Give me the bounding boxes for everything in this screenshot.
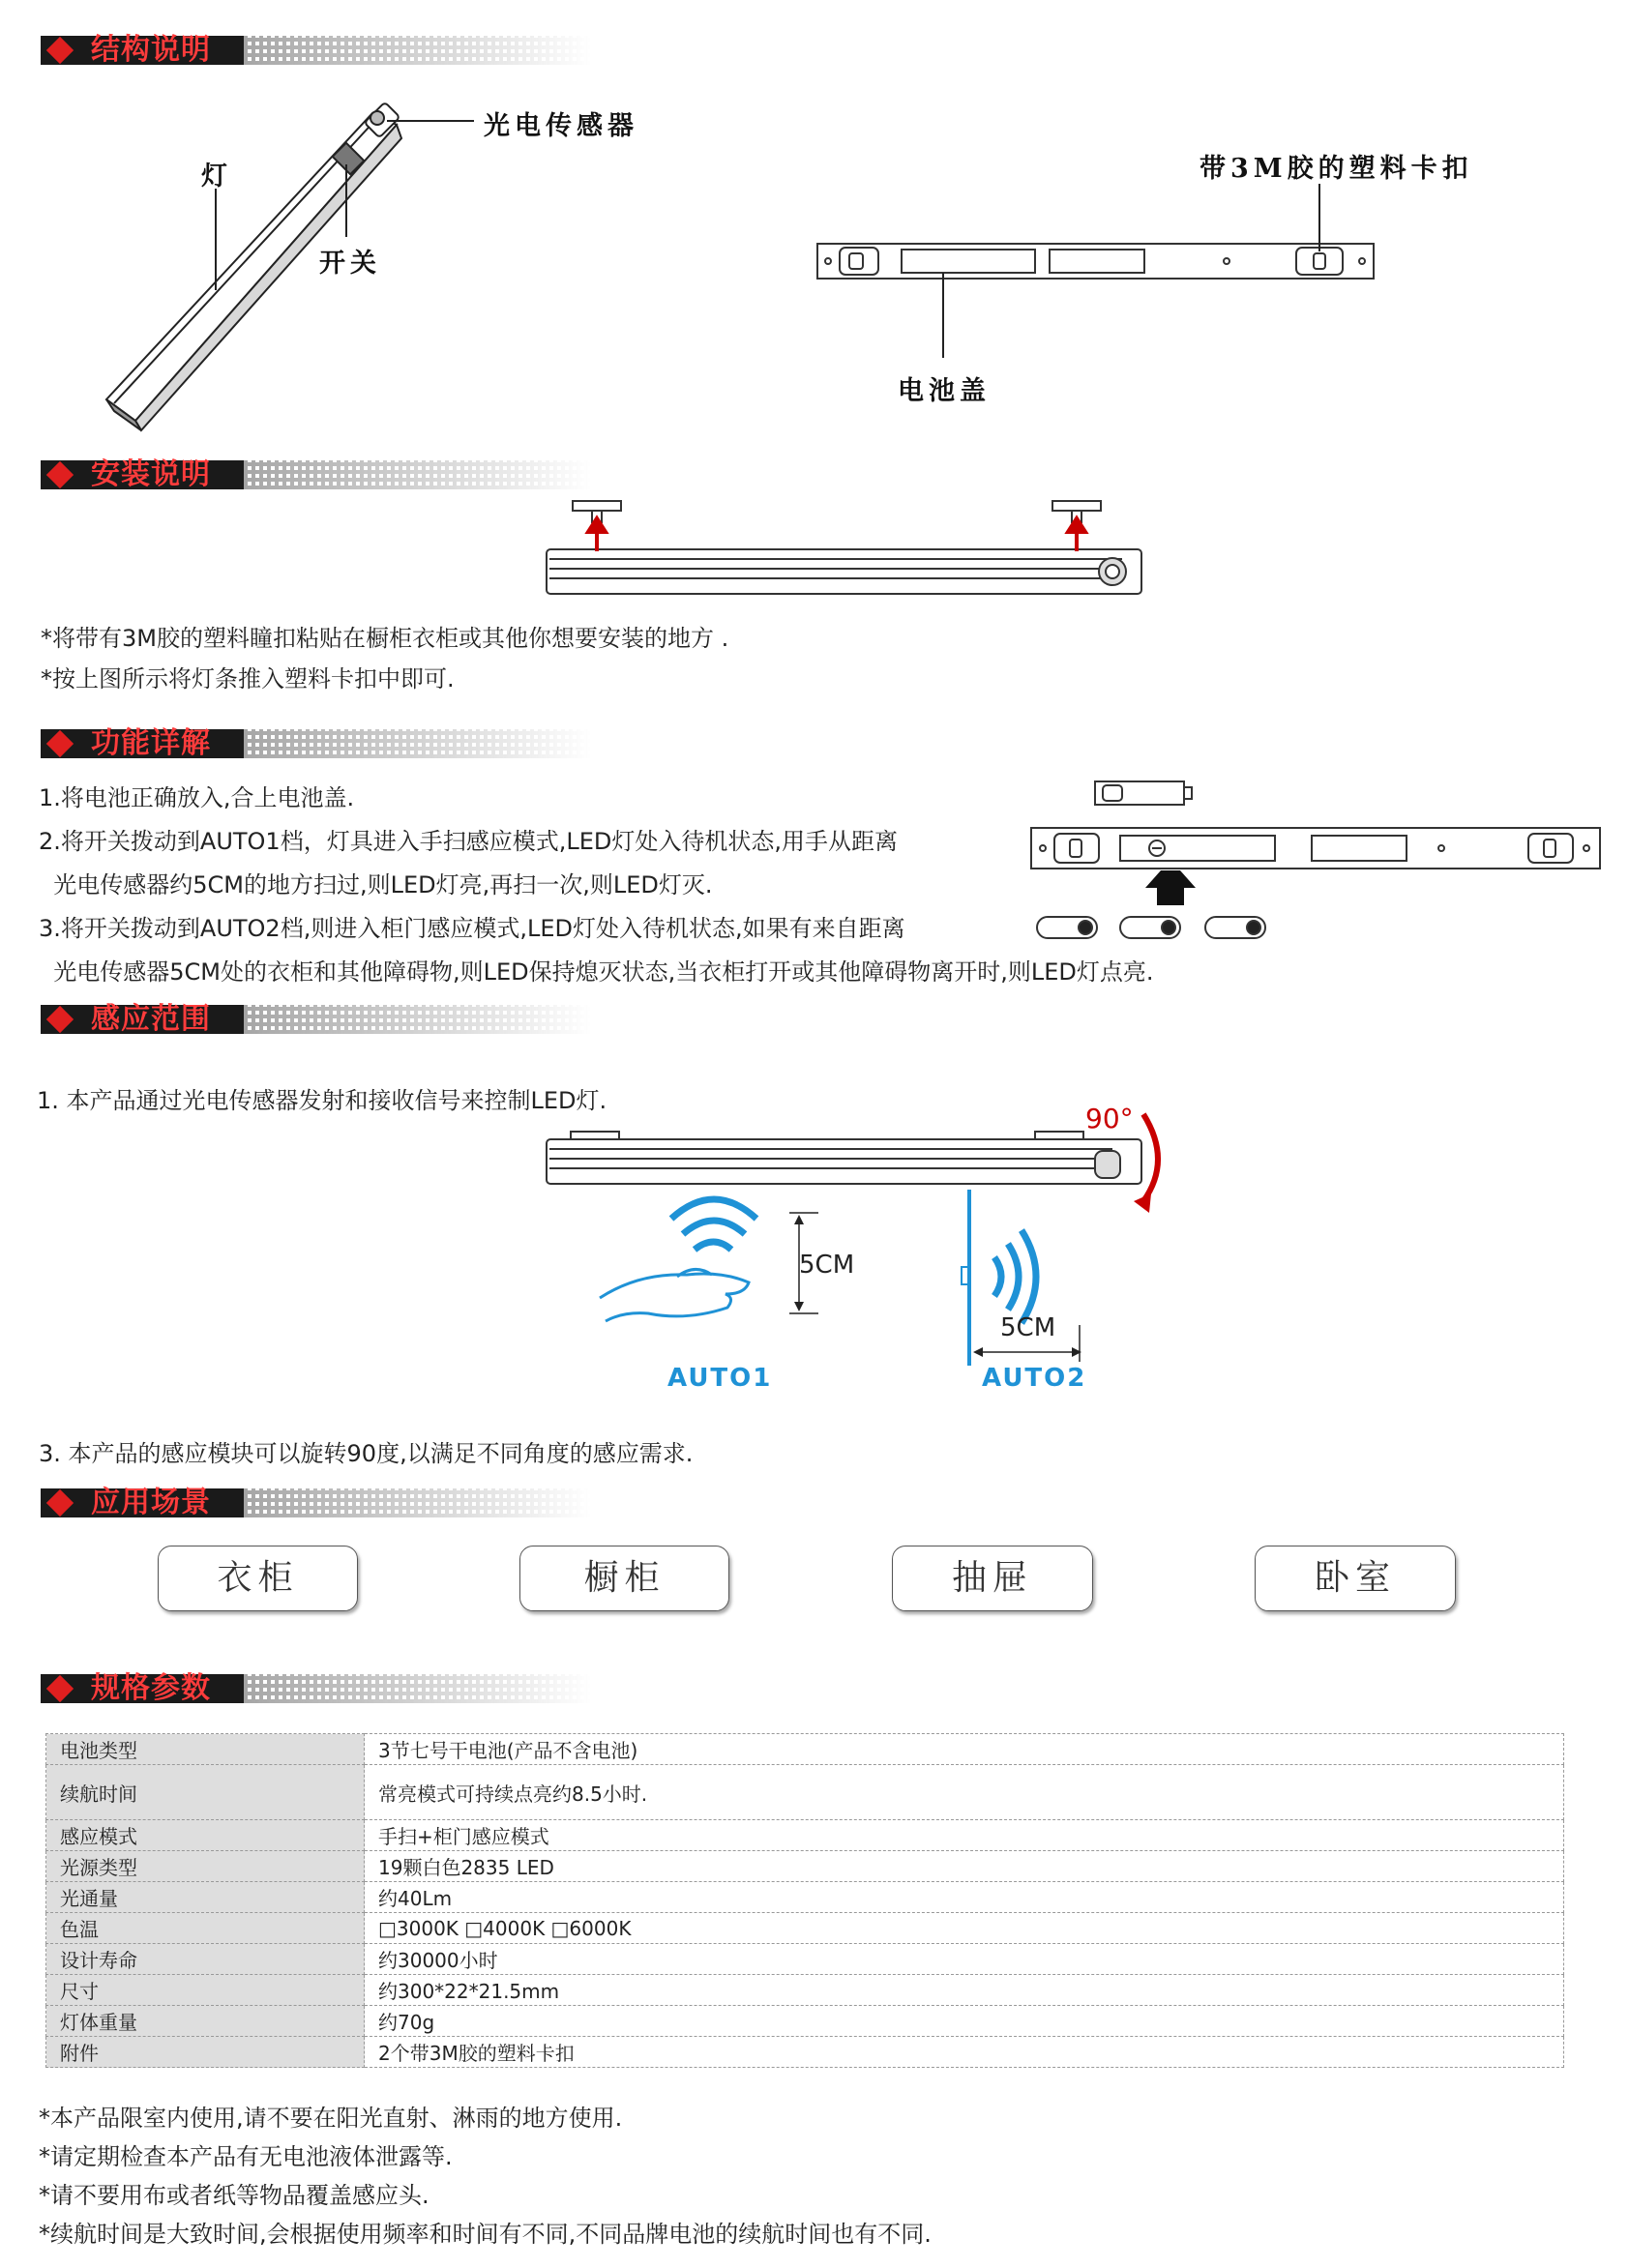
spec-key: 设计寿命 [46, 1944, 365, 1975]
spec-value: 约70g [365, 2006, 1564, 2037]
table-row [46, 1820, 1564, 1851]
spec-key: 光通量 [46, 1882, 365, 1913]
section-title: 功能详解 [91, 726, 211, 760]
table-row [46, 1882, 1564, 1913]
table-row [46, 1944, 1564, 1975]
spec-key: 感应模式 [46, 1820, 365, 1851]
install-diagram [542, 493, 1161, 600]
table-row [46, 2037, 1564, 2068]
spec-value: 常亮模式可持续点亮约8.5小时. [365, 1765, 1564, 1820]
section-header-install [41, 457, 592, 493]
table-row [46, 1913, 1564, 1944]
table-row [46, 1851, 1564, 1882]
spec-value: 约30000小时 [365, 1944, 1564, 1975]
spec-table [45, 1733, 1564, 2068]
spec-key: 续航时间 [46, 1765, 365, 1820]
function-text-2: 2.将开关拨动到AUTO1档，灯具进入手扫感应模式,LED灯处入待机状态,用手从距离 [39, 828, 898, 855]
function-text-3: 光电传感器约5CM的地方扫过,则LED灯亮,再扫一次,则LED灯灭. [39, 871, 713, 898]
spec-key: 灯体重量 [46, 2006, 365, 2037]
spec-value: 约300*22*21.5mm [365, 1975, 1564, 2006]
switch-label: 开关 [319, 249, 381, 279]
spec-key: 电池类型 [46, 1734, 365, 1765]
spec-value: 约40Lm [365, 1882, 1564, 1913]
function-text-5: 光电传感器5CM处的衣柜和其他障碍物,则LED保持熄灭状态,当衣柜打开或其他障碍物离开时,则LED灯点亮. [39, 958, 1154, 986]
battery-install-diagram [1025, 774, 1606, 948]
section-header-scenes [41, 1485, 592, 1521]
spec-value: □3000K □4000K □6000K [365, 1913, 1564, 1944]
note-3: *请不要用布或者纸等物品覆盖感应头. [39, 2182, 429, 2209]
range-text-3: 3. 本产品的感应模块可以旋转90度,以满足不同角度的感应需求. [39, 1440, 694, 1467]
section-title: 规格参数 [91, 1671, 211, 1705]
note-1: *本产品限室内使用,请不要在阳光直射、淋雨的地方使用. [39, 2105, 623, 2132]
scene-wardrobe: 衣柜 [158, 1546, 358, 1611]
note-4: *续航时间是大致时间,会根据使用频率和时间有不同,不同品牌电池的续航时间也有不同. [39, 2221, 932, 2248]
table-row [46, 2006, 1564, 2037]
spec-key: 光源类型 [46, 1851, 365, 1882]
spec-value: 手扫+柜门感应模式 [365, 1820, 1564, 1851]
install-text-2: *按上图所示将灯条推入塑料卡扣中即可. [41, 665, 455, 692]
spec-key: 色温 [46, 1913, 365, 1944]
sensing-range-diagram [542, 1093, 1180, 1383]
scene-bedroom: 卧室 [1255, 1546, 1456, 1611]
distance-label-auto2: 5CM [1000, 1313, 1056, 1342]
spec-key: 尺寸 [46, 1975, 365, 2006]
table-row [46, 1734, 1564, 1765]
install-text-1: *将带有3M胶的塑料瞳扣粘贴在橱柜衣柜或其他你想要安装的地方 . [41, 625, 729, 652]
section-header-function [41, 725, 592, 762]
range-text-1: 1. 本产品通过光电传感器发射和接收信号来控制LED灯. [37, 1087, 607, 1114]
clip-label: 带3M胶的塑料卡扣 [1200, 154, 1473, 184]
table-row [46, 1975, 1564, 2006]
auto2-label: AUTO2 [982, 1364, 1087, 1393]
section-header-structure [41, 32, 592, 69]
scene-cupboard: 橱柜 [519, 1546, 729, 1611]
auto1-label: AUTO1 [667, 1364, 773, 1393]
rotation-angle: 90° [1085, 1103, 1134, 1134]
section-title: 感应范围 [91, 1002, 211, 1036]
section-title: 结构说明 [91, 33, 211, 67]
table-row [46, 1765, 1564, 1820]
lamp-label: 灯 [201, 162, 232, 191]
spec-value: 2个带3M胶的塑料卡扣 [365, 2037, 1564, 2068]
note-2: *请定期检查本产品有无电池液体泄露等. [39, 2143, 453, 2170]
spec-key: 附件 [46, 2037, 365, 2068]
spec-value: 3节七号干电池(产品不含电池) [365, 1734, 1564, 1765]
section-header-specs [41, 1670, 592, 1707]
section-title: 安装说明 [91, 457, 211, 491]
sensor-label: 光电传感器 [484, 111, 638, 141]
section-header-range [41, 1001, 592, 1038]
battery-cover-label: 电池盖 [898, 376, 991, 406]
spec-value: 19颗白色2835 LED [365, 1851, 1564, 1882]
scene-drawer: 抽屉 [892, 1546, 1093, 1611]
distance-label-auto1: 5CM [799, 1251, 855, 1280]
function-text-4: 3.将开关拨动到AUTO2档,则进入柜门感应模式,LED灯处入待机状态,如果有来自距离 [39, 915, 905, 942]
function-text-1: 1.将电池正确放入,合上电池盖. [39, 784, 355, 811]
section-title: 应用场景 [91, 1486, 211, 1519]
